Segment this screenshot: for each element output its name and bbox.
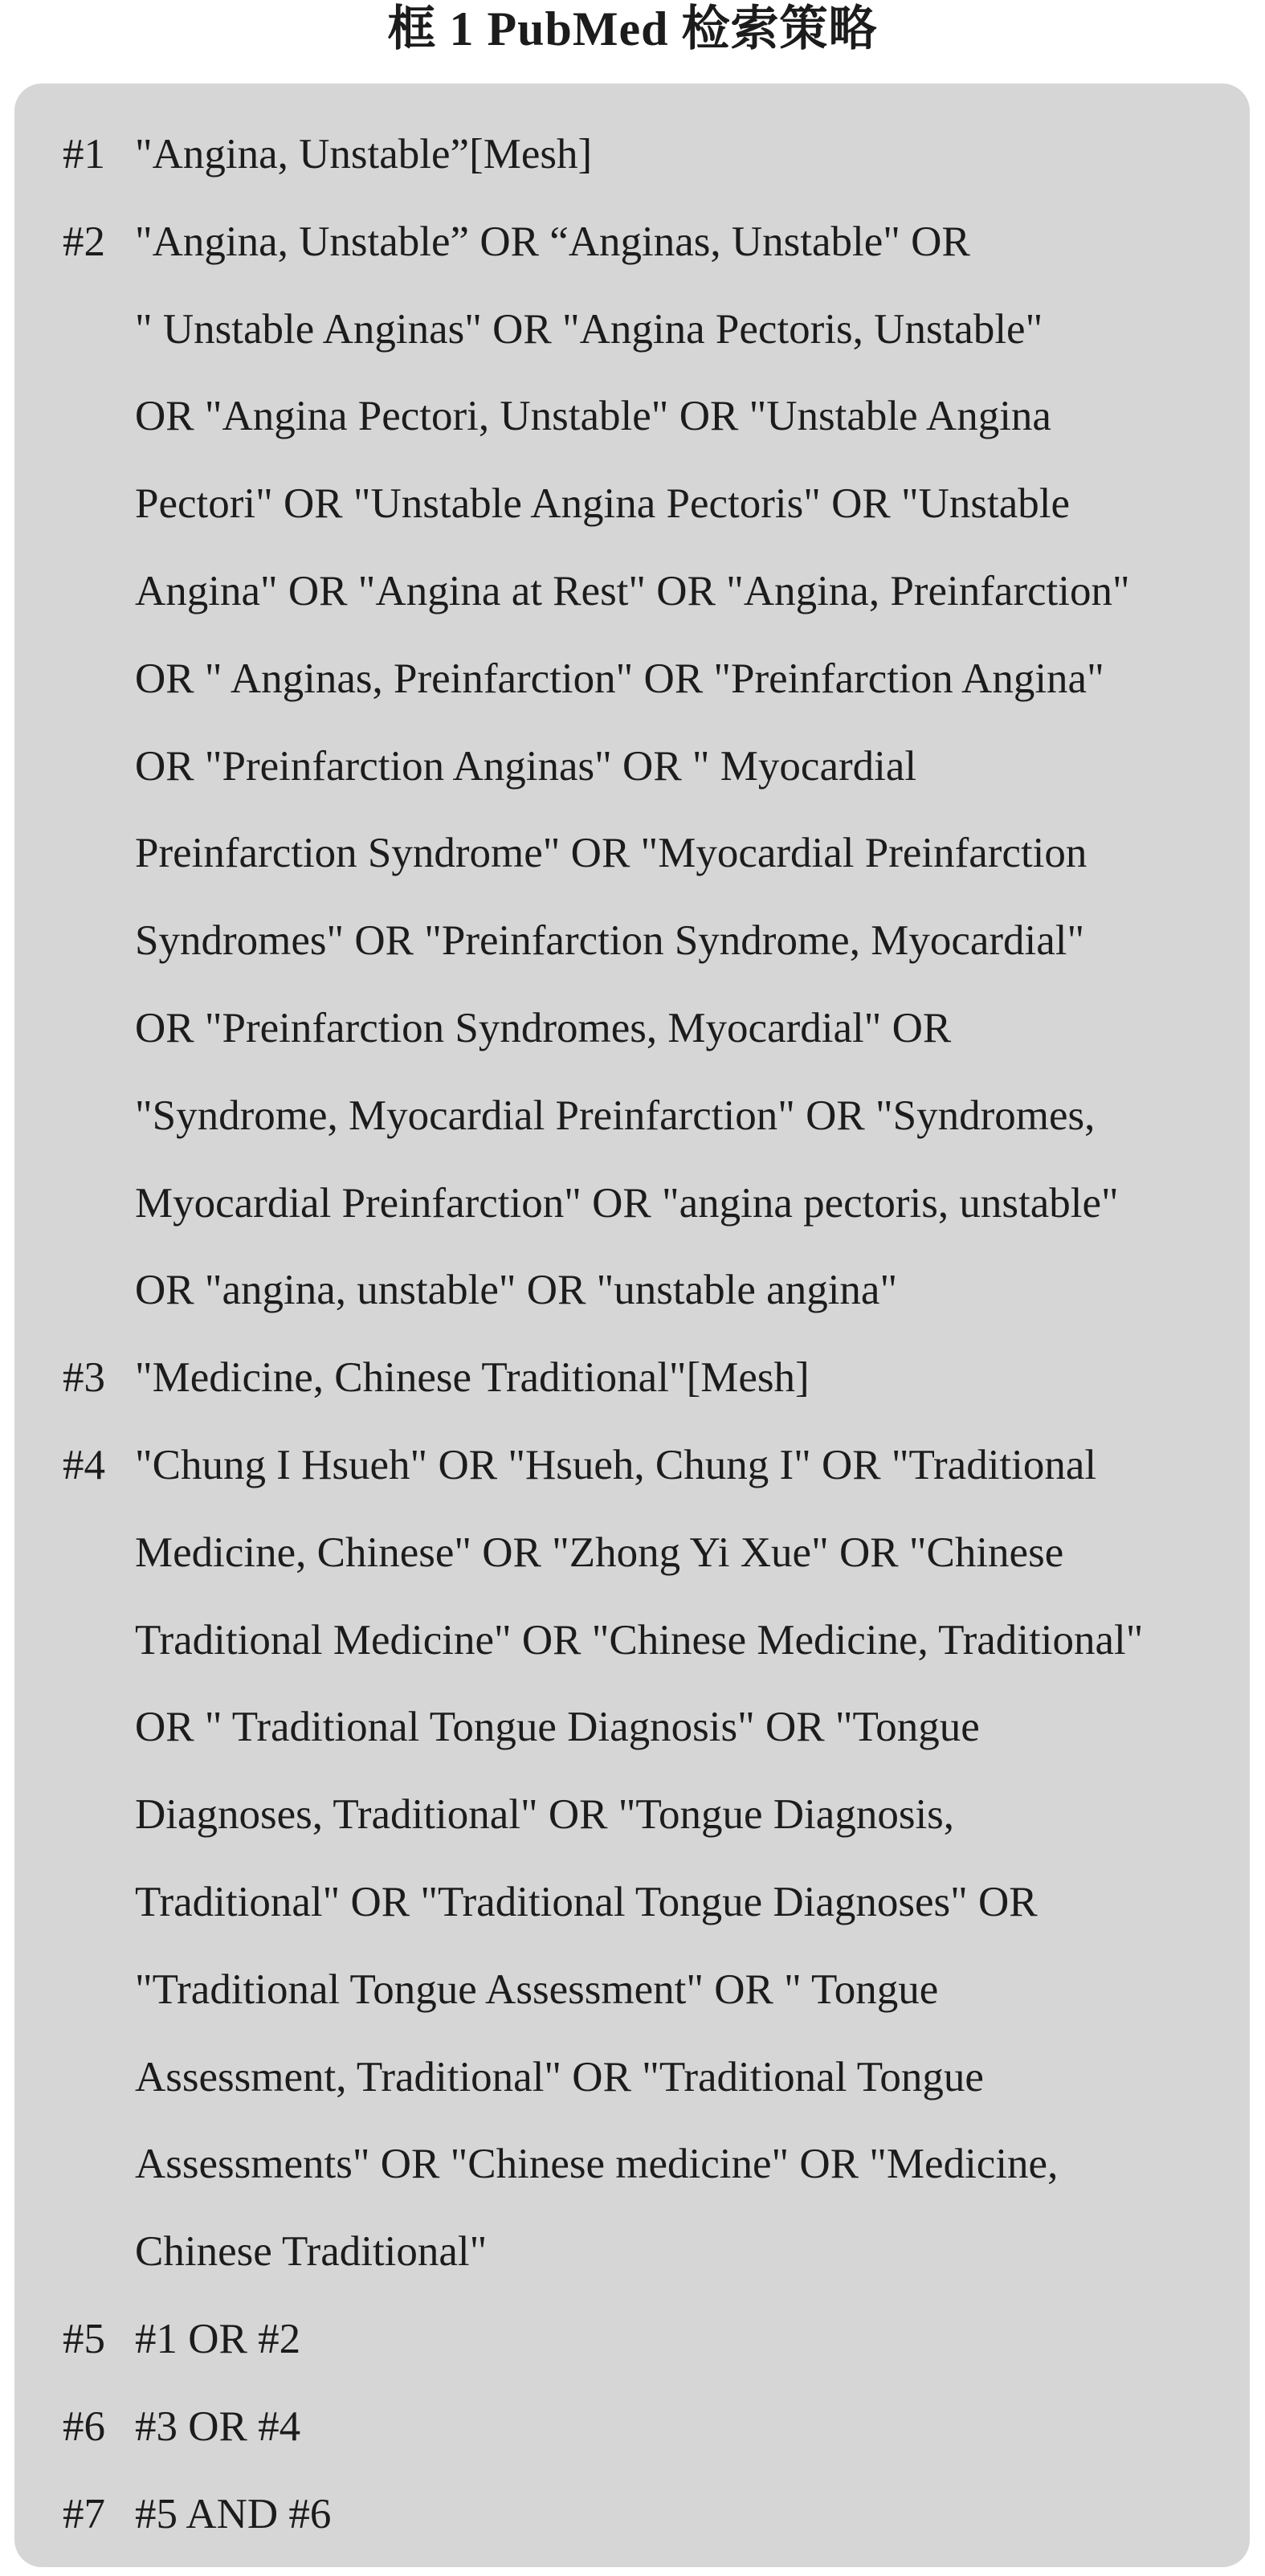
- query-line: "Traditional Tongue Assessment" OR " Tongue: [135, 1966, 939, 2013]
- query-line: Traditional Medicine" OR "Chinese Medicine, Traditional": [135, 1616, 1144, 1664]
- search-entry-number: #3: [63, 1354, 105, 1402]
- query-line: Assessment, Traditional" OR "Traditional Tongue: [135, 2053, 984, 2100]
- search-entry: [14, 111, 1250, 198]
- query-line: #3 OR #4: [135, 2402, 301, 2450]
- box-title: 框 1 PubMed 检索策略: [387, 2, 878, 55]
- query-line: Preinfarction Syndrome" OR "Myocardial Preinfarction: [135, 830, 1087, 877]
- query-line: OR " Traditional Tongue Diagnosis" OR "Tongue: [135, 1704, 980, 1751]
- query-line: "Angina, Unstable”[Mesh]: [135, 131, 593, 178]
- search-strategy-box: [14, 84, 1250, 2567]
- search-entry: [14, 2383, 1250, 2471]
- query-line: "Chung I Hsueh" OR "Hsueh, Chung I" OR "Traditional: [135, 1441, 1097, 1488]
- query-line: OR "Preinfarction Anginas" OR " Myocardial: [135, 742, 917, 790]
- query-line: OR "Angina Pectori, Unstable" OR "Unstable Angina: [135, 393, 1051, 440]
- search-entry-query: [135, 2471, 1250, 2558]
- search-entry-number: #4: [63, 1441, 105, 1488]
- query-line: Assessments" OR "Chinese medicine" OR "Medicine,: [135, 2141, 1059, 2188]
- search-entry: [14, 1334, 1250, 1422]
- search-entry-number: #5: [63, 2315, 105, 2362]
- query-line: OR " Anginas, Preinfarction" OR "Preinfarction Angina": [135, 655, 1104, 702]
- query-line: Myocardial Preinfarction" OR "angina pectoris, unstable": [135, 1179, 1119, 1227]
- search-entry-query: [135, 111, 1250, 198]
- query-line: "Medicine, Chinese Traditional"[Mesh]: [135, 1354, 810, 1402]
- search-entry-number: #6: [63, 2402, 105, 2450]
- search-entry-query: [135, 198, 1250, 1334]
- search-entry: [14, 2296, 1250, 2383]
- search-entry-query: [135, 1334, 1250, 1422]
- query-line: Medicine, Chinese" OR "Zhong Yi Xue" OR "Chinese: [135, 1529, 1064, 1576]
- query-line: #1 OR #2: [135, 2315, 301, 2362]
- search-entry-query: [135, 2296, 1250, 2383]
- search-entry-number: #7: [63, 2490, 105, 2537]
- search-entry-list: [14, 111, 1250, 2558]
- search-entry-query: [135, 2383, 1250, 2471]
- search-entry-number: #1: [63, 131, 105, 178]
- search-entry-query: [135, 1422, 1250, 2296]
- search-entry: [14, 198, 1250, 1334]
- query-line: Pectori" OR "Unstable Angina Pectoris" OR "Unstable: [135, 480, 1071, 528]
- query-line: Traditional" OR "Traditional Tongue Diagnoses" OR: [135, 1878, 1038, 1925]
- query-line: Diagnoses, Traditional" OR "Tongue Diagnosis,: [135, 1791, 955, 1839]
- search-entry: [14, 1422, 1250, 2296]
- query-line: Chinese Traditional": [135, 2228, 488, 2276]
- query-line: Angina" OR "Angina at Rest" OR "Angina, Preinfarction": [135, 567, 1130, 614]
- query-line: " Unstable Anginas" OR "Angina Pectoris, Unstable": [135, 305, 1043, 353]
- search-entry: [14, 2471, 1250, 2558]
- query-line: "Syndrome, Myocardial Preinfarction" OR "Syndromes,: [135, 1092, 1096, 1139]
- query-line: "Angina, Unstable” OR “Anginas, Unstable" OR: [135, 218, 970, 265]
- search-entry-number: #2: [63, 218, 105, 265]
- query-line: OR "angina, unstable" OR "unstable angina": [135, 1267, 898, 1314]
- query-line: Syndromes" OR "Preinfarction Syndrome, Myocardial": [135, 917, 1085, 965]
- query-line: OR "Preinfarction Syndromes, Myocardial" OR: [135, 1004, 952, 1051]
- query-line: #5 AND #6: [135, 2490, 332, 2537]
